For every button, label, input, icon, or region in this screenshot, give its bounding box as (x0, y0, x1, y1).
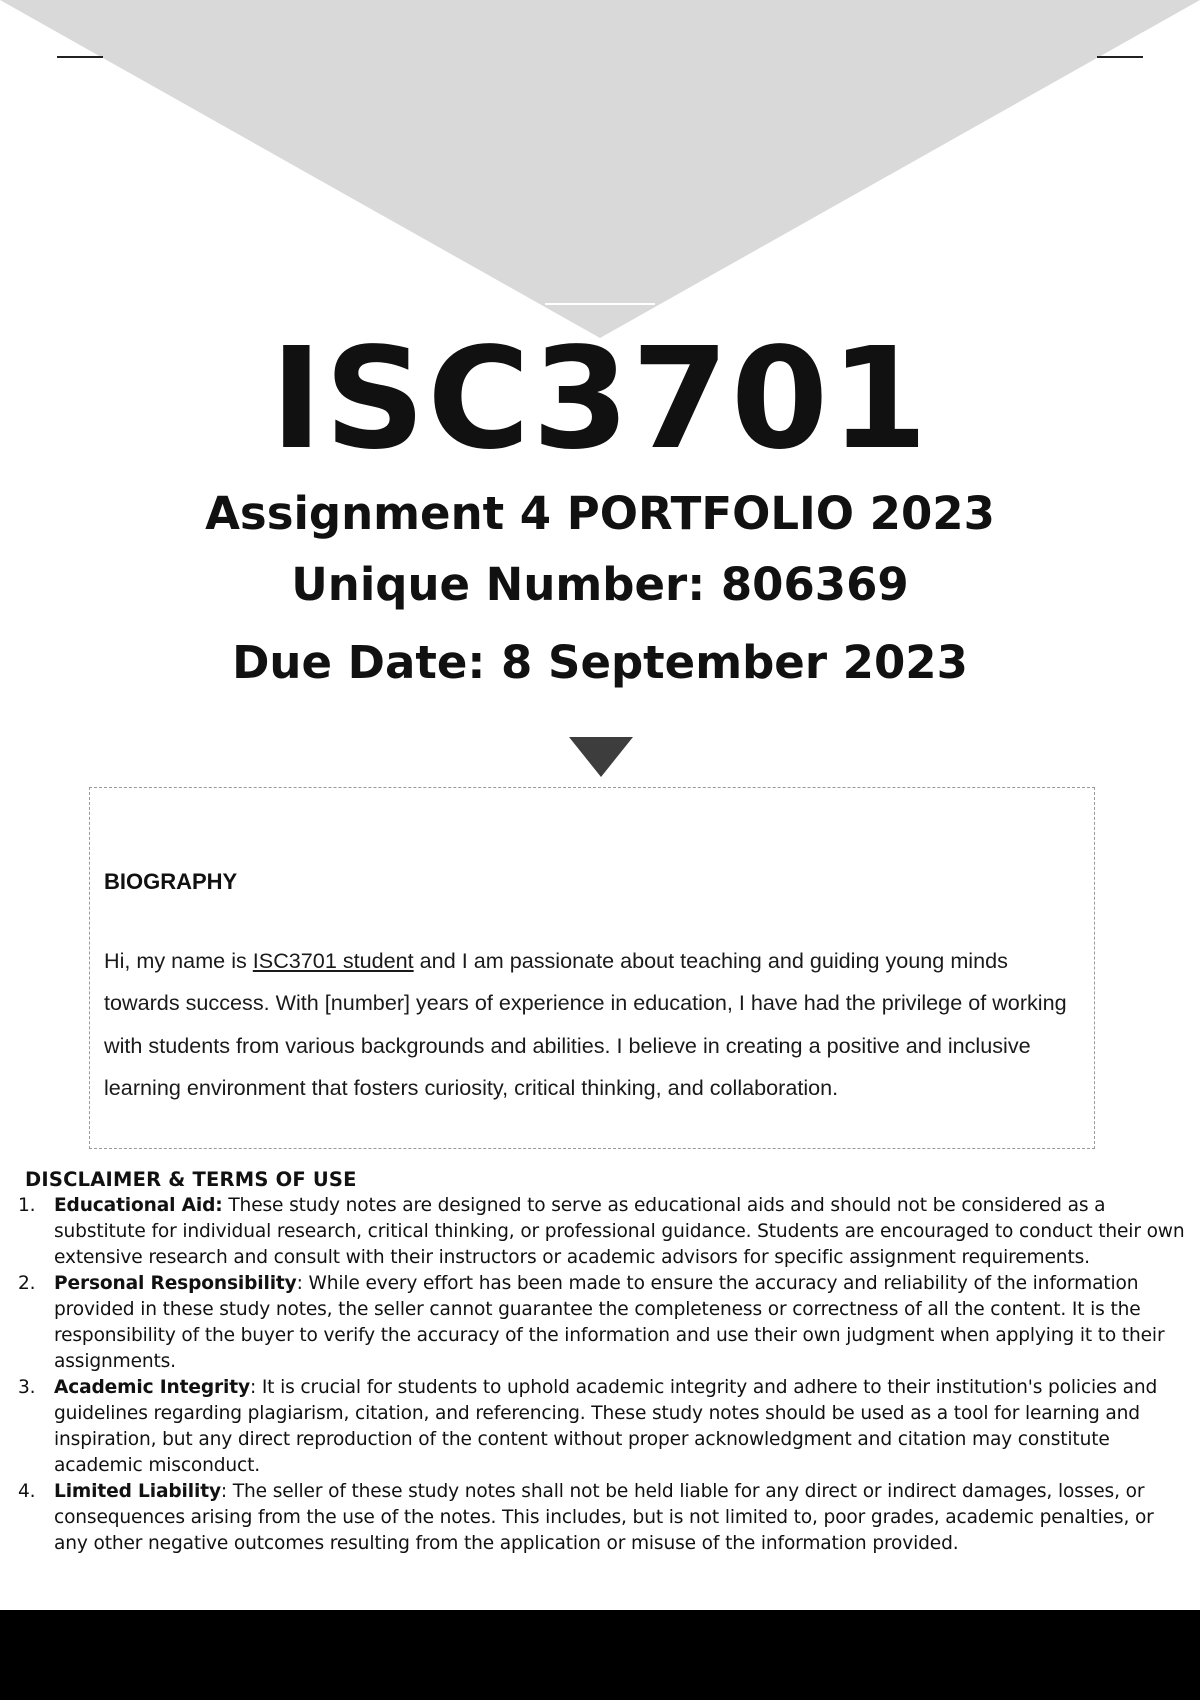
biography-text-intro: Hi, my name is (104, 948, 253, 973)
disclaimer-item-text: These study notes are designed to serve as educational aids and should not be considered as a substitute for individual research, critical thinking, or professional guidance. Students are encouraged to conduct their own extensive research and consult with their instructors or academic advisors for specific assignment requirements. (54, 1195, 1185, 1268)
disclaimer-item-number: 1. (18, 1195, 36, 1216)
disclaimer-item-personal-responsibility (0, 1271, 1190, 1375)
biography-text-body: and I am passionate about teaching and guiding young minds towards success. With [number] years of experience in education, I have had the privilege of working with students from various backgrounds and abilities. I believe in creating a positive and inclusive learning environment that fosters curiosity, critical thinking, and collaboration. (104, 948, 1067, 1101)
top-banner-chevron (0, 0, 1200, 340)
course-code-title: ISC3701 (270, 318, 930, 481)
disclaimer-item-term: Personal Responsibility (54, 1273, 297, 1294)
disclaimer-item-limited-liability (0, 1479, 1190, 1557)
down-triangle-icon (569, 737, 633, 777)
unique-number: Unique Number: 806369 (291, 558, 909, 611)
disclaimer-item-number: 3. (18, 1377, 36, 1398)
biography-text (104, 940, 1089, 1110)
disclaimer-item-term: Educational Aid: (54, 1195, 223, 1216)
disclaimer-item-academic-integrity (0, 1375, 1190, 1479)
due-date: Due Date: 8 September 2023 (232, 636, 968, 689)
disclaimer-list (0, 1193, 1190, 1557)
disclaimer-item-text: : The seller of these study notes shall not be held liable for any direct or indirect damages, losses, or consequences arising from the use of the notes. This includes, but is not limited to, poor grades, academic penalties, or any other negative outcomes resulting from the application or misuse of the information provided. (54, 1481, 1154, 1554)
biography-heading: BIOGRAPHY (104, 869, 238, 894)
corner-rule-right (1097, 56, 1143, 58)
corner-rule-left (57, 56, 103, 58)
assignment-title: Assignment 4 PORTFOLIO 2023 (205, 487, 995, 540)
biography-student-name: ISC3701 student (252, 948, 414, 973)
disclaimer-item-number: 4. (18, 1481, 36, 1502)
disclaimer-item-educational-aid (0, 1193, 1190, 1271)
footer-black-bar (0, 1610, 1200, 1700)
disclaimer-item-text: : It is crucial for students to uphold academic integrity and adhere to their institution's policies and guidelines regarding plagiarism, citation, and referencing. These study notes should be used as a tool for learning and inspiration, but any direct reproduction of the content without proper acknowledgment and citation may constitute academic misconduct. (54, 1377, 1158, 1476)
disclaimer-item-term: Academic Integrity (54, 1377, 250, 1398)
disclaimer-heading: DISCLAIMER & TERMS OF USE (25, 1168, 357, 1191)
disclaimer-item-number: 2. (18, 1273, 36, 1294)
disclaimer-item-term: Limited Liability (54, 1481, 221, 1502)
disclaimer-item-text: : While every effort has been made to ensure the accuracy and reliability of the information provided in these study notes, the seller cannot guarantee the completeness or correctness of all the content. It is the responsibility of the buyer to verify the accuracy of the information and use their own judgment when applying it to their assignments. (54, 1273, 1165, 1372)
